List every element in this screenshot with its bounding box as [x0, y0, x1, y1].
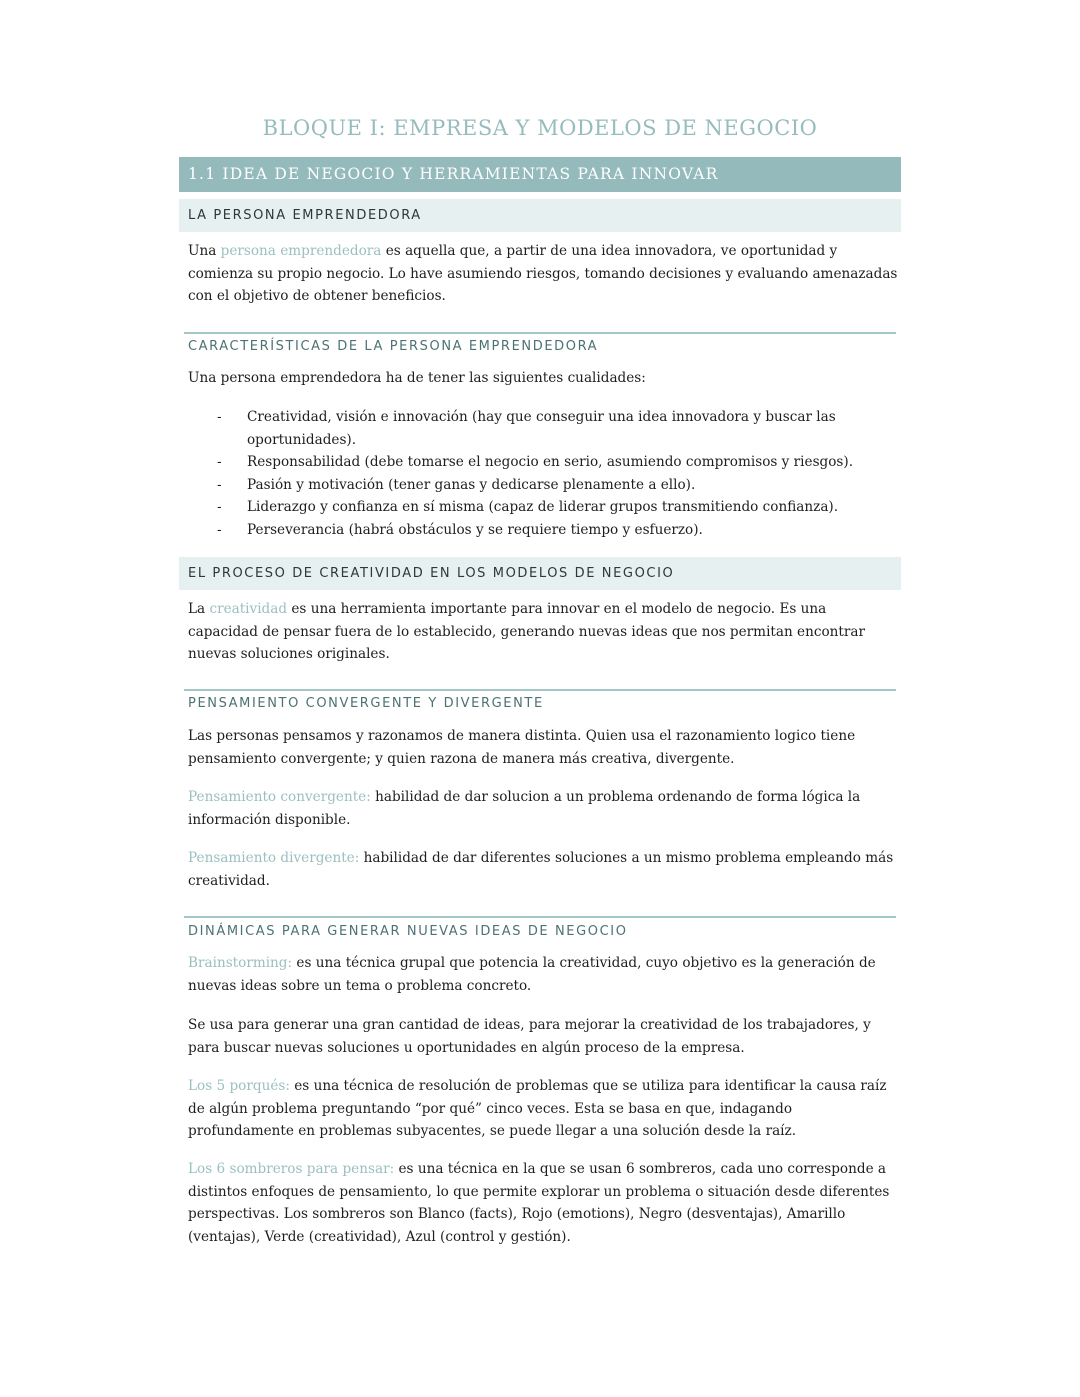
list-item: - Responsabilidad (debe tomarse el negocio en serio, asumiendo compromisos y riesgos). [188, 451, 900, 474]
paragraph-brainstorming: Brainstorming: es una técnica grupal que potencia la creatividad, cuyo objetivo es la generación de nuevas ideas sobre un tema o problema concreto. [188, 955, 876, 994]
list-item: - Perseverancia (habrá obstáculos y se requiere tiempo y esfuerzo). [188, 519, 900, 542]
heading-proceso-creatividad: EL PROCESO DE CREATIVIDAD EN LOS MODELOS DE NEGOCIO [179, 557, 901, 590]
paragraph-pensamiento-divergente: Pensamiento divergente: habilidad de dar diferentes soluciones a un mismo problema empleando más creatividad. [188, 850, 894, 889]
section-banner: 1.1 IDEA DE NEGOCIO Y HERRAMIENTAS PARA INNOVAR [179, 157, 901, 192]
heading-persona-emprendedora: LA PERSONA EMPRENDEDORA [179, 199, 901, 232]
paragraph-seis-sombreros: Los 6 sombreros para pensar: es una técnica en la que se usan 6 sombreros, cada uno corresponde a distintos enfoques de pensamiento, lo que permite explorar un problema o situación desde diferentes perspectivas. Los sombreros son Blanco (facts), Rojo (emotions), Negro (desventajas), Amarillo (ventajas), Verde (creatividad), Azul (control y gestión). [188, 1161, 890, 1245]
paragraph-pensamiento-intro: Las personas pensamos y razonamos de manera distinta. Quien usa el razonamiento logico tiene pensamiento convergente; y quien razona de manera más creativa, divergente. [188, 728, 856, 767]
list-cualidades [188, 406, 900, 541]
paragraph-caracteristicas-intro: Una persona emprendedora ha de tener las siguientes cualidades: [188, 370, 646, 386]
list-item: - Liderazgo y confianza en sí misma (capaz de liderar grupos transmitiendo confianza). [188, 496, 900, 519]
heading-caracteristicas: CARACTERÍSTICAS DE LA PERSONA EMPRENDEDORA [188, 339, 599, 354]
list-item: - Creatividad, visión e innovación (hay que conseguir una idea innovadora y buscar las oportunidades). [188, 406, 900, 451]
term-cinco-porques: Los 5 porqués: [188, 1078, 290, 1094]
section-divider [184, 689, 896, 691]
section-divider [184, 332, 896, 334]
term-seis-sombreros: Los 6 sombreros para pensar: [188, 1161, 395, 1177]
paragraph-persona-emprendedora: Una persona emprendedora es aquella que, a partir de una idea innovadora, ve oportunidad y comienza su propio negocio. Lo have asumiendo riesgos, tomando decisiones y evaluando amenazadas con el objetivo de obtener beneficios. [188, 243, 898, 304]
heading-pensamiento: PENSAMIENTO CONVERGENTE Y DIVERGENTE [188, 696, 544, 711]
heading-dinamicas: DINÁMICAS PARA GENERAR NUEVAS IDEAS DE NEGOCIO [188, 924, 628, 939]
term-persona-emprendedora: persona emprendedora [220, 243, 382, 259]
term-brainstorming: Brainstorming: [188, 955, 293, 971]
list-item: - Pasión y motivación (tener ganas y dedicarse plenamente a ello). [188, 474, 900, 497]
section-divider [184, 916, 896, 918]
document-title: BLOQUE I: EMPRESA Y MODELOS DE NEGOCIO [262, 116, 818, 140]
term-creatividad: creatividad [209, 601, 288, 617]
paragraph-proceso-creatividad: La creatividad es una herramienta importante para innovar en el modelo de negocio. Es una capacidad de pensar fuera de lo establecido, generando nuevas ideas que nos permitan encontrar nuevas soluciones originales. [188, 601, 865, 662]
paragraph-cinco-porques: Los 5 porqués: es una técnica de resolución de problemas que se utiliza para identificar la causa raíz de algún problema preguntando “por qué” cinco veces. Esta se basa en que, indagando profundamente en problemas subyacentes, se puede llegar a una solución desde la raíz. [188, 1078, 887, 1139]
term-divergente: Pensamiento divergente: [188, 850, 360, 866]
paragraph-brainstorming-uso: Se usa para generar una gran cantidad de ideas, para mejorar la creatividad de los trabajadores, y para buscar nuevas soluciones u oportunidades en algún proceso de la empresa. [188, 1017, 871, 1056]
term-convergente: Pensamiento convergente: [188, 789, 371, 805]
paragraph-pensamiento-convergente: Pensamiento convergente: habilidad de dar solucion a un problema ordenando de forma lógica la información disponible. [188, 789, 861, 828]
